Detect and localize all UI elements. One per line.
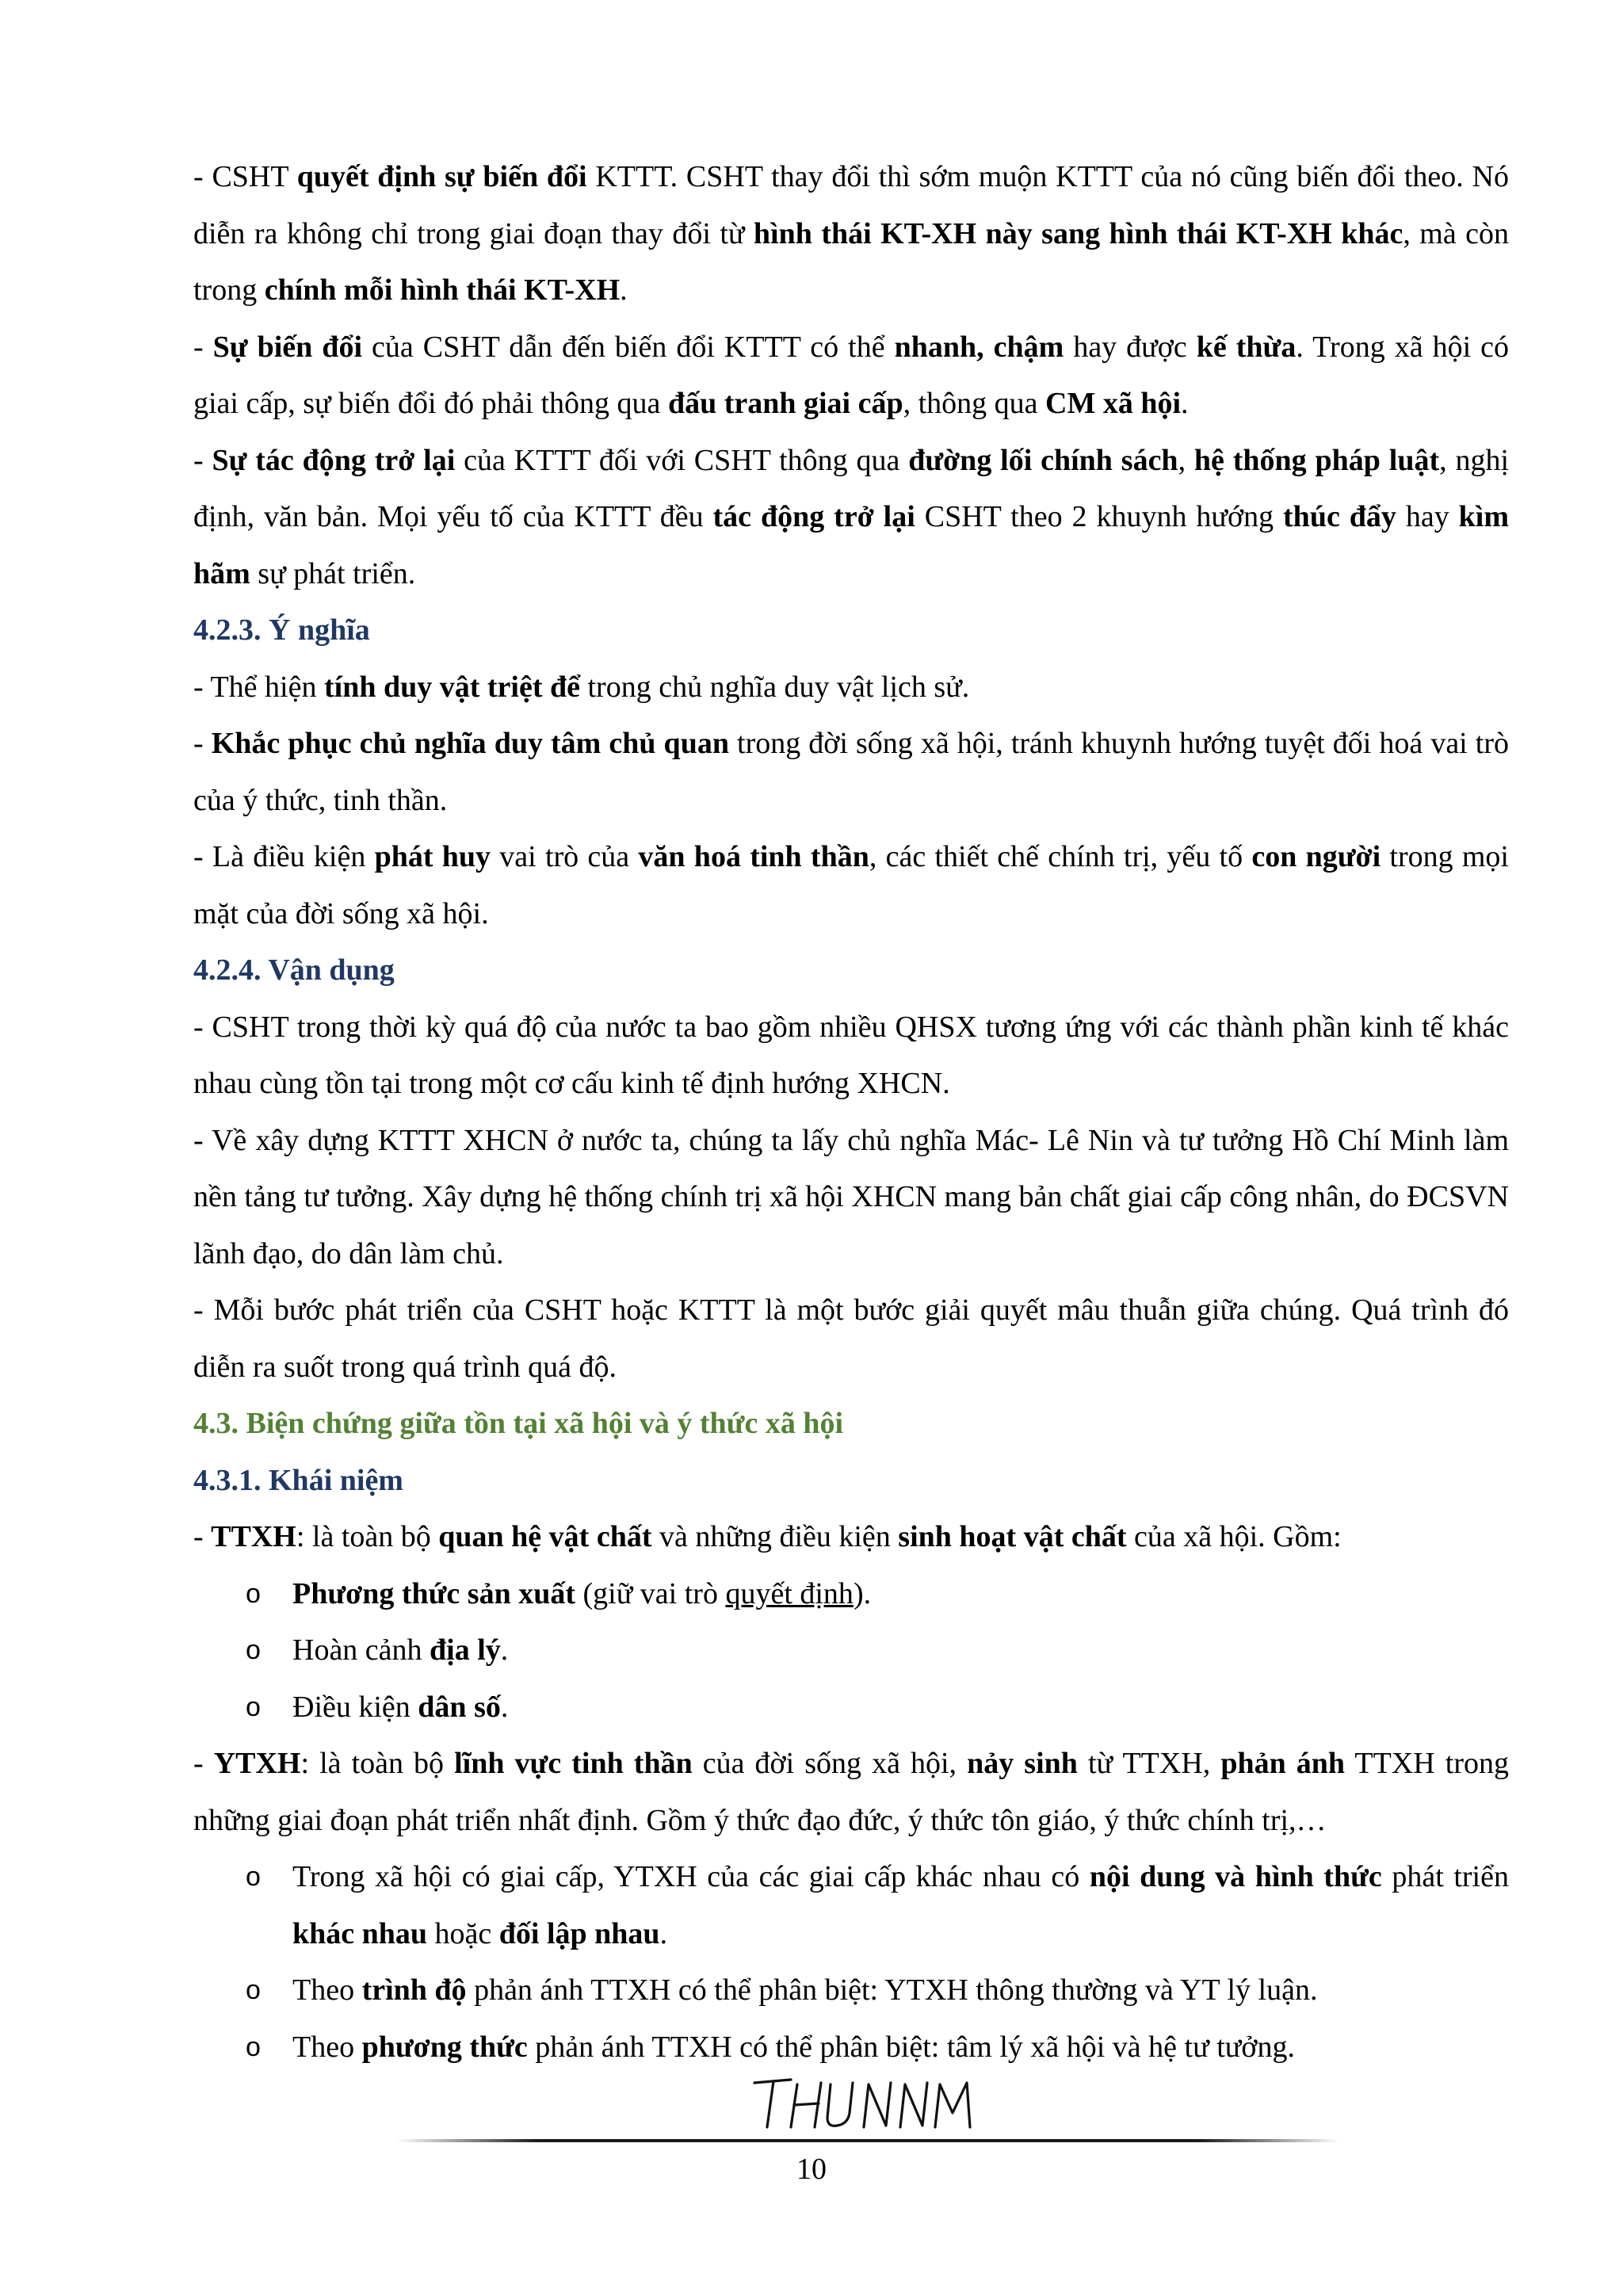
paragraph <box>193 829 1509 942</box>
text-run: từ TTXH, <box>1077 1747 1221 1780</box>
bold-text: Sự tác động trở lại <box>212 443 456 477</box>
paragraph <box>193 319 1509 433</box>
text-run: hay được <box>1064 330 1197 364</box>
text-run: . <box>500 1633 509 1667</box>
bullet-marker: o <box>246 1975 261 2005</box>
bold-text: dân số <box>418 1690 501 1724</box>
text-run: và những điều kiện <box>651 1520 899 1553</box>
text-run: , thông qua <box>903 387 1046 420</box>
text-run: - Mỗi bước phát triển của CSHT hoặc KTTT là một bước giải quyết mâu thuẫn giữa chúng. Quá trình đó diễn ra suốt trong quá trình quá độ. <box>193 1293 1509 1384</box>
bold-text: chính mỗi hình thái KT-XH <box>264 273 621 307</box>
text-run: trong mọi mặt của đời sống xã hội. <box>193 840 1509 930</box>
text-run: sự phát triển. <box>250 556 416 590</box>
paragraph <box>193 999 1509 1113</box>
text-run: của CSHT dẫn đến biến đổi KTTT có thể <box>362 330 895 364</box>
bold-text: phương thức <box>361 2030 528 2064</box>
bold-text: thúc đẩy <box>1283 500 1396 533</box>
bold-text: Sự biến đổi <box>212 330 362 364</box>
paragraph <box>193 1509 1509 1566</box>
text-run: Theo <box>292 1973 362 2007</box>
text-run: hay <box>1396 500 1459 533</box>
bold-text: phản ánh <box>1220 1747 1346 1780</box>
bold-text: khác nhau <box>292 1916 428 1950</box>
bullet-marker: o <box>246 1862 261 1892</box>
bold-text: Khắc phục chủ nghĩa duy tâm chủ quan <box>211 727 729 760</box>
text-run: - Thể hiện <box>193 670 324 704</box>
text-run: TTXH trong những giai đoạn phát triển nhất định. Gồm ý thức đạo đức, ý thức tôn giáo, ý thức chính trị,… <box>193 1747 1509 1837</box>
bullet-item <box>193 2019 1509 2076</box>
section-heading: 4.2.3. Ý nghĩa <box>193 613 370 647</box>
text-run: hoặc <box>427 1916 499 1950</box>
bold-text: nhanh, chậm <box>894 330 1064 364</box>
bold-text: lĩnh vực tinh thần <box>454 1747 693 1780</box>
text-run: Hoàn cảnh <box>292 1633 430 1667</box>
bold-text: con người <box>1251 840 1381 873</box>
text-run: , <box>1178 443 1194 477</box>
bullet-item <box>193 1962 1509 2019</box>
bold-text: hình thái KT-XH này sang hình thái KT-XH khác <box>753 216 1403 250</box>
bold-text: hệ thống pháp luật <box>1193 443 1440 477</box>
text-run: Điều kiện <box>292 1690 418 1724</box>
bullet-marker: o <box>246 1578 261 1609</box>
bold-text: tác động trở lại <box>712 500 915 533</box>
text-run: KTTT. CSHT thay đổi thì sớm muộn KTTT của nó cũng biến đổi theo. Nó diễn ra không chỉ trong giai đoạn thay đổi từ <box>193 160 1509 250</box>
bold-text: Phương thức sản xuất <box>292 1576 575 1610</box>
paragraph <box>193 659 1509 716</box>
bold-text: nảy sinh <box>967 1747 1078 1780</box>
bullet-marker: o <box>246 1691 261 1722</box>
text-run: : là toàn bộ <box>296 1520 439 1553</box>
text-run: phát triển <box>1381 1860 1509 1893</box>
section-heading: 4.3.1. Khái niệm <box>193 1463 403 1497</box>
text-run: vai trò của <box>491 840 639 873</box>
text-run: phản ánh TTXH có thể phân biệt: YTXH thông thường và YT lý luận. <box>466 1973 1318 2007</box>
bold-text: kìm hãm <box>193 500 1510 590</box>
text-run: của KTTT đối với CSHT thông qua <box>455 443 909 477</box>
bold-text: TTXH <box>211 1520 296 1553</box>
text-run: - <box>193 1747 214 1780</box>
bold-text: văn hoá tinh thần <box>638 840 869 873</box>
text-run: phản ánh TTXH có thể phân biệt: tâm lý xã hội và hệ tư tưởng. <box>527 2030 1295 2064</box>
text-run: . <box>1181 387 1189 420</box>
text-run: : là toàn bộ <box>300 1747 455 1780</box>
text-run: - <box>193 443 212 477</box>
bullet-item <box>193 1622 1509 1679</box>
bold-text: CM xã hội <box>1045 387 1182 420</box>
text-run: CSHT theo 2 khuynh hướng <box>915 500 1284 533</box>
bold-text: đường lối chính sách <box>908 443 1178 477</box>
paragraph <box>193 716 1509 829</box>
bold-text: quan hệ vật chất <box>438 1520 652 1553</box>
text-run: , các thiết chế chính trị, yếu tố <box>869 840 1252 873</box>
footer-divider <box>396 2139 1339 2143</box>
text-run: . <box>500 1690 509 1724</box>
text-run: của đời sống xã hội, <box>692 1747 968 1780</box>
bold-text: trình độ <box>361 1973 467 2007</box>
text-run: của xã hội. Gồm: <box>1126 1520 1342 1553</box>
bullet-item <box>193 1849 1509 1962</box>
text-run: trong đời sống xã hội, tránh khuynh hướng tuyệt đối hoá vai trò của ý thức, tinh thần. <box>193 727 1510 817</box>
text-run: ). <box>853 1576 872 1610</box>
bold-text: kế thừa <box>1196 330 1296 364</box>
section-heading: 4.3. Biện chứng giữa tồn tại xã hội và ý thức xã hội <box>193 1407 844 1440</box>
bullet-marker: o <box>246 2031 261 2062</box>
text-run: Trong xã hội có giai cấp, YTXH của các giai cấp khác nhau có <box>292 1860 1090 1893</box>
bold-text: YTXH <box>213 1747 301 1780</box>
text-run: - <box>193 727 212 760</box>
paragraph <box>193 433 1509 603</box>
page-number: 10 <box>796 2153 827 2186</box>
paragraph <box>193 1282 1509 1396</box>
text-run: (giữ vai trò <box>575 1576 726 1610</box>
text-run: trong chủ nghĩa duy vật lịch sử. <box>579 670 970 704</box>
bold-text: đấu tranh giai cấp <box>667 387 903 420</box>
text-run: - CSHT trong thời kỳ quá độ của nước ta bao gồm nhiều QHSX tương ứng với các thành phần kinh tế khác nhau cùng tồn tại trong một cơ cấu kinh tế định hướng XHCN. <box>193 1010 1509 1100</box>
page-content <box>193 149 1509 2076</box>
paragraph <box>193 149 1509 319</box>
section-heading: 4.2.4. Vận dụng <box>193 953 395 987</box>
text-run: - CSHT <box>193 160 297 193</box>
text-run: , nghị định, văn bản. Mọi yếu tố của KTTT đều <box>193 443 1510 533</box>
text-run: - <box>193 330 213 364</box>
bullet-item <box>193 1566 1509 1623</box>
bold-text: sinh hoạt vật chất <box>898 1520 1127 1553</box>
handwritten-signature <box>745 2069 983 2140</box>
bold-text: địa lý <box>430 1633 501 1667</box>
bold-text: đối lập nhau <box>498 1916 660 1950</box>
underlined-text: quyết định <box>725 1576 854 1610</box>
text-run: . Trong xã hội có giai cấp, sự biến đổi đó phải thông qua <box>193 330 1510 420</box>
text-run: , mà còn trong <box>193 216 1510 307</box>
text-run: . <box>620 273 628 307</box>
bold-text: tính duy vật triệt để <box>323 670 580 704</box>
bullet-item <box>193 1679 1509 1736</box>
text-run: - Về xây dựng KTTT XHCN ở nước ta, chúng ta lấy chủ nghĩa Mác- Lê Nin và tư tưởng Hồ Chí Minh làm nền tảng tư tưởng. Xây dựng hệ thống chính trị xã hội XHCN mang bản chất giai cấp công nhân, do ĐCSVN lãnh đạo, do dân làm chủ. <box>193 1123 1509 1270</box>
text-run: - <box>193 1520 212 1553</box>
text-run: . <box>659 1916 668 1950</box>
bold-text: quyết định sự biến đổi <box>296 160 587 193</box>
bold-text: nội dung và hình thức <box>1089 1860 1382 1893</box>
bullet-marker: o <box>246 1635 261 1665</box>
paragraph <box>193 1736 1509 1849</box>
bold-text: phát huy <box>374 840 491 873</box>
paragraph <box>193 1113 1509 1283</box>
text-run: - Là điều kiện <box>193 840 375 873</box>
text-run: Theo <box>292 2030 362 2064</box>
